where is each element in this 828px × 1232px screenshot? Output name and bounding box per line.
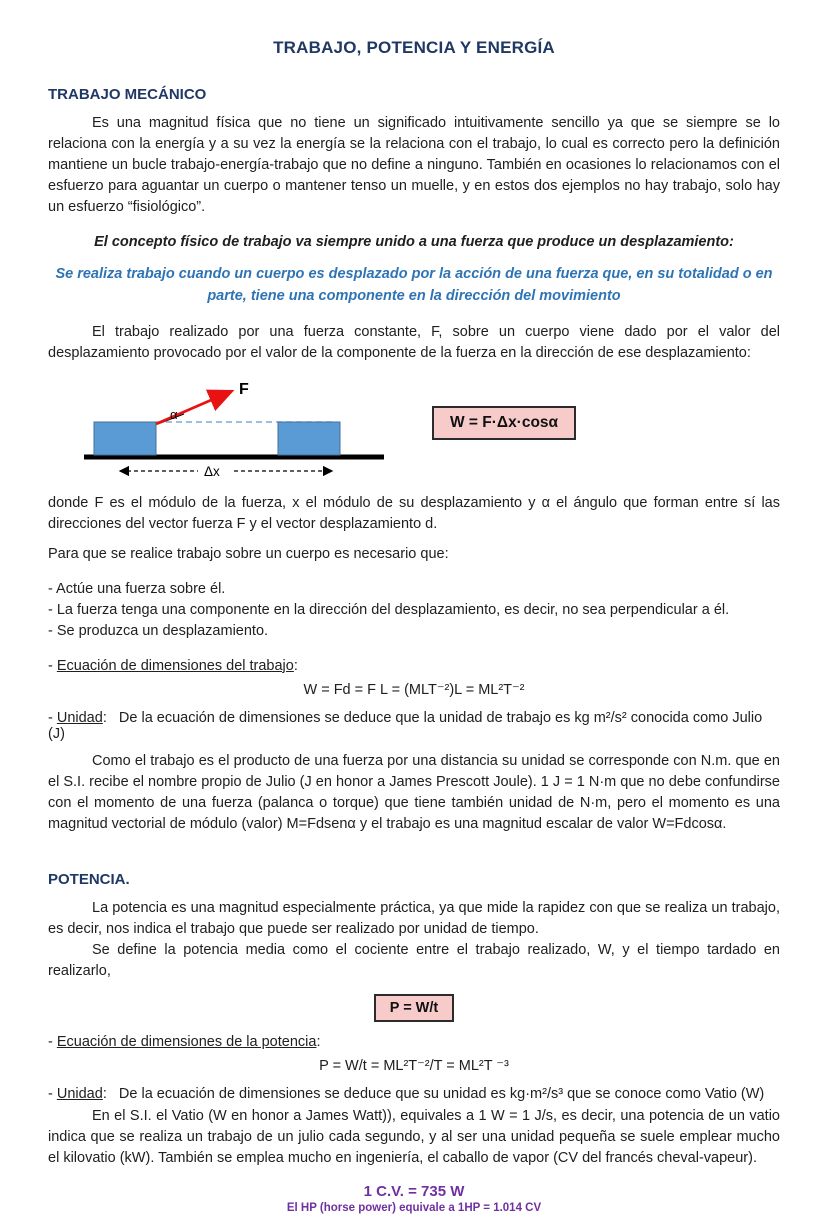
section-heading-potencia: POTENCIA.	[48, 870, 130, 888]
angle-label: α	[170, 406, 178, 422]
list-item: - Se produzca un desplazamiento.	[48, 622, 269, 639]
colon-suffix: :	[293, 657, 298, 674]
body-box-end	[278, 422, 340, 455]
concept-statement: El concepto físico de trabajo va siempre unido a una fuerza que produce un desplazamiento:	[94, 234, 734, 251]
unit-line-potencia	[48, 1086, 780, 1102]
unit-label-text: Unidad	[56, 1085, 103, 1102]
definition-statement: Se realiza trabajo cuando un cuerpo es desplazado por la acción de una fuerza que, en su totalidad o en parte, tiene una componente en la dirección del movimiento	[55, 266, 773, 304]
paragraph-julio: Como el trabajo es el producto de una fuerza por una distancia su unidad se corresponde con N.m. que en el S.I. recibe el nombre propio de Julio (J en honor a James Prescott Joule). 1 J = 1 N·m que no debe confundirse con el momento de una fuerza (palanca o torque) que tiene también unidad de N·m, pero el momento es una magnitud vectorial de módulo (valor) M=Fdsenα y el trabajo es una magnitud escalar de valor W=Fdcosα.	[48, 752, 780, 832]
document-title: TRABAJO, POTENCIA Y ENERGÍA	[273, 38, 555, 57]
power-formula-box: P = W/t	[374, 994, 454, 1022]
dimensions-formula-potencia: P = W/t = ML²T⁻²/T = ML²T ⁻³	[319, 1057, 509, 1074]
unit-line-trabajo	[48, 710, 780, 742]
force-arrow	[156, 391, 232, 424]
unit-line-text: : De la ecuación de dimensiones se deduce que su unidad es kg·m²/s³ que se conoce como Vatio (W)	[102, 1085, 765, 1102]
paragraph-potencia-intro: La potencia es una magnitud especialmente práctica, ya que mide la rapidez con que se realiza un trabajo, es decir, nos indica el trabajo que puede ser realizado por unidad de tiempo.	[48, 899, 780, 937]
list-item: - Actúe una fuerza sobre él.	[48, 580, 226, 597]
dimensions-formula-trabajo: W = Fd = F L = (MLT⁻²)L = ML²T⁻²	[303, 681, 525, 698]
unit-label-text: Unidad	[56, 709, 103, 726]
body-box-start	[94, 422, 156, 455]
dash-prefix: -	[48, 1033, 57, 1050]
section-heading-trabajo-mecanico: TRABAJO MECÁNICO	[48, 86, 207, 103]
paragraph-trabajo-intro: Es una magnitud física que no tiene un significado intuitivamente sencillo ya que se siempre se lo relaciona con la energía y a su vez la energía se la relaciona con el trabajo, lo cual es correcto pero la definición mantiene un bucle trabajo-energía-trabajo que no define a ninguno. También en ocasiones lo relacionamos con el esfuerzo para aguantar un cuerpo o mantener tenso un muelle, y en estos dos ejemplos no hay trabajo, solo hay un esfuerzo “fisiológico”.	[48, 115, 780, 216]
paragraph-constant-force: El trabajo realizado por una fuerza constante, F, sobre un cuerpo viene dado por el valor del desplazamiento provocado por el valor de la componente de la fuerza en la dirección de ese desplazamiento:	[48, 323, 780, 361]
displacement-label: Δx	[204, 463, 220, 479]
colon-suffix: :	[316, 1033, 321, 1050]
dimensions-label-text: Ecuación de dimensiones de la potencia	[56, 1033, 317, 1050]
hp-equivalence: El HP (horse power) equivale a 1HP = 1.014 CV	[286, 1201, 542, 1214]
dimensions-label-potencia	[48, 1034, 780, 1050]
cv-equivalence: 1 C.V. = 735 W	[363, 1182, 465, 1200]
dash-prefix: -	[48, 1085, 57, 1102]
list-item: - La fuerza tenga una componente en la dirección del desplazamiento, es decir, no sea perpendicular a él.	[48, 601, 730, 618]
dash-prefix: -	[48, 709, 57, 726]
work-diagram-row	[48, 376, 780, 484]
conditions-list	[48, 579, 780, 642]
work-formula-box: W = F·Δx·cosα	[432, 406, 576, 440]
dash-prefix: -	[48, 657, 57, 674]
dimensions-label-trabajo	[48, 658, 780, 674]
power-formula-row	[48, 994, 780, 1022]
paragraph-donde: donde F es el módulo de la fuerza, x el módulo de su desplazamiento y α el ángulo que forman entre sí las direcciones del vector fuerza F y el vector desplazamiento d.	[48, 494, 780, 532]
paragraph-potencia-media: Se define la potencia media como el cociente entre el trabajo realizado, W, y el tiempo tardado en realizarlo,	[48, 941, 780, 979]
force-label: F	[239, 380, 249, 398]
paragraph-conditions-intro: Para que se realice trabajo sobre un cuerpo es necesario que:	[48, 545, 449, 562]
dimensions-label-text: Ecuación de dimensiones del trabajo	[56, 657, 294, 674]
paragraph-vatio: En el S.I. el Vatio (W en honor a James Watt)), equivales a 1 W = 1 J/s, es decir, una potencia de un vatio indica que se realiza un trabajo de un julio cada segundo, y al ser una unidad pequeña se suele emplear mucho el kilovatio (kW). También se emplea mucho en ingeniería, el caballo de vapor (CV del francés cheval-vapeur).	[48, 1107, 780, 1166]
work-diagram	[82, 376, 394, 484]
unit-line-text: : De la ecuación de dimensiones se deduce que la unidad de trabajo es kg m²/s² conocida como Julio (J)	[48, 709, 767, 742]
